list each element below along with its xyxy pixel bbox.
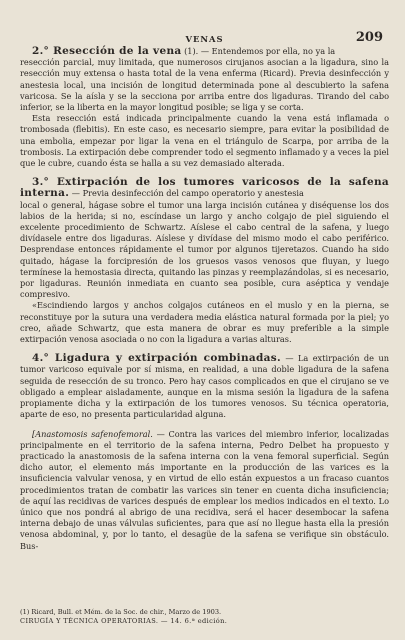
section-extirpation [20, 177, 389, 345]
section-heading: 3.° Extirpación de los tumores varicosos de la safena interna. [20, 176, 389, 200]
paragraph: Esta resección está indicada principalmente cuando la vena está inflamada o trombosada (flebitis). En este caso, es necesario siempre, para evitar la posibilidad de una embolia, empezar por ligar la vena en el triángulo de Scarpa, por arriba de la trombosis. La extirpación debe comprender todo el segmento inflamado y a veces la piel que le cubre, cuando ésta se halla a su vez demasiado alterada. [20, 113, 389, 169]
paragraph [20, 353, 389, 420]
section-combined [20, 353, 389, 420]
heading-tail: (1). — Entendemos por ella, no ya la [181, 46, 336, 56]
heading-tail: — Contra las varices del miembro inferior, localizadas principalmente en el territorio de la safena interna, Pedro Delbet ha propuesto y practicado la anastomosis de la safena interna con la vena femoral superficial. Según dicho autor, el elemento más importante en la producción de las varices es la insuficiencia valvular venosa, y en virtud de ello están expuestos a un fracaso cuantos procedimientos tratan de combatir las varices sin tener en cuenta dicha insuficiencia; de aquí las recidivas de varices después de emplear los medios indicados en el texto. Lo único que nos pondrá al abrigo de una recidiva, será el hacer desembocar la safena interna debajo de unas válvulas suficientes, para que así no llegue hasta ella la presión venosa abdominal, y, por lo tanto, el desagüe de la safena se verifique sin obstáculo. Bus- [20, 428, 389, 551]
paragraph: resección parcial, muy limitada, que numerosos cirujanos asocian a la ligadura, sino la resección muy extensa o hasta total de la vena enferma (Ricard). Previa desinfección y anestesia local, una incisión de longitud determinada pone al descubierto la safena varicosa. Se la aísla y se la secciona por arriba entre dos ligaduras. Tirando del cabo inferior, se la liberta en la mayor longitud posible; se liga y se corta. [20, 57, 389, 113]
section-anastomosis [20, 429, 389, 552]
signature-line: CIRUGÍA Y TÉCNICA OPERATORIAS. — 14. 6.ª edición. [20, 617, 228, 625]
running-head [20, 28, 389, 46]
heading-tail: — Previa desinfección del campo operatorio y anestesia [69, 188, 304, 199]
page-number: 209 [355, 30, 383, 45]
paragraph: local o general, hágase sobre el tumor una larga incisión cutánea y diséquense los dos labios de la herida; si no, escíndase un largo y ancho colgajo de piel siguiendo el excelente procedimiento de Schwartz. Aíslese el cabo central de la safena, y luego divídasele entre dos ligaduras. Aíslese y divídase del mismo modo el cabo periférico. Desprendase entonces rápidamente el tumor por algunos tijeretazos. Cuando ha sido quitado, hágase la forcipresión de los gruesos vasos venosos que fluyan, y luego termínese la hemostasia directa, quitando las pinzas y reemplazándolas, si es necesario, por ligaduras. Reunión inmediata en cuanto sea posible, cura aséptica y vendaje compresivo. [20, 199, 389, 300]
footnotes [20, 608, 389, 626]
paragraph [20, 177, 389, 199]
section-heading: 4.° Ligadura y extirpación combinadas. [32, 352, 281, 365]
body-text [20, 46, 389, 552]
paragraph: «Escindiendo largos y anchos colgajos cutáneos en el muslo y en la pierna, se reconstituye por la sutura una verdadera media elástica natural formada por la piel; yo creo, añade Schwartz, que esta manera de obrar es muy preferible a la simple extirpación venosa asociada o no con la ligadura a varias alturas. [20, 300, 389, 345]
section-heading: 2.° Resección de la vena [32, 45, 182, 57]
heading-tail: — La extirpación de un tumor varicoso equivale por sí misma, en realidad, a una doble ligadura de la safena seguida de resección de su tronco. Pero hay casos complicados en que el cirujano se ve obligado a emplear aisladamente, aunque en la misma sesión la ligadura de la safena propiamente dicha y la extirpación de los tumores venosos. Su técnica operatoria, aparte de eso, no presenta particularidad alguna. [20, 353, 389, 420]
paragraph [20, 429, 389, 552]
section-heading: [Anastomosis safenofemoral. [32, 428, 153, 439]
footnote: (1) Ricard, Bull. et Mém. de la Soc. de chir., Marzo de 1903. [20, 608, 222, 616]
running-title: VENAS [185, 34, 224, 44]
paragraph [20, 46, 389, 57]
section-resection [20, 46, 389, 169]
